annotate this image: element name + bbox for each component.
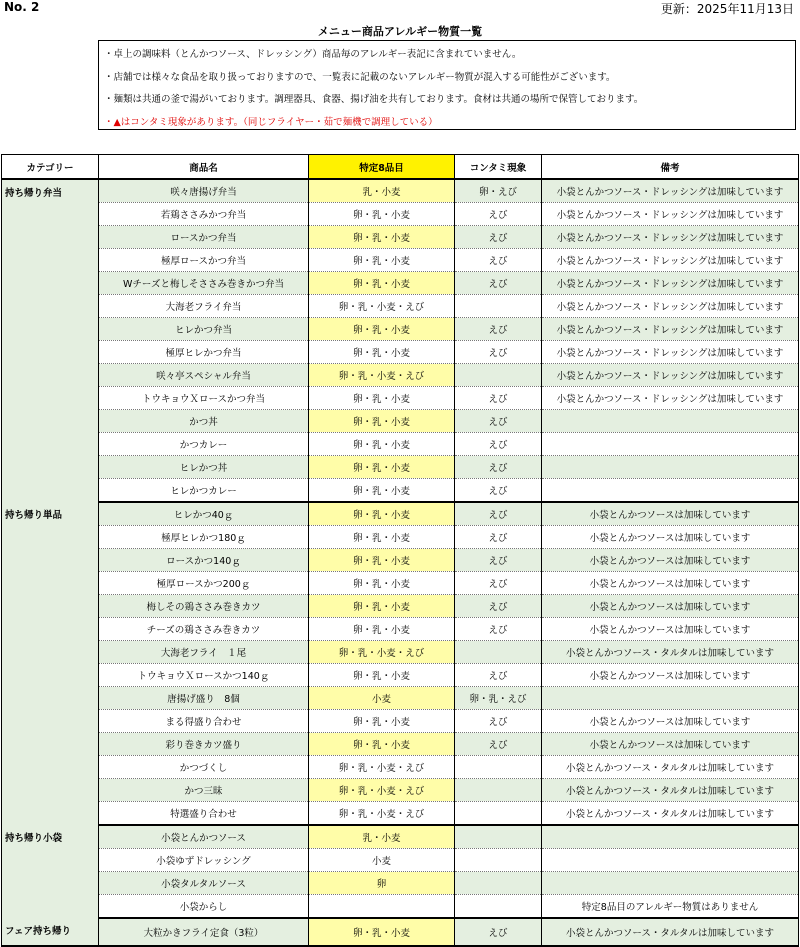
contamination-cell bbox=[455, 364, 542, 387]
contamination-cell bbox=[455, 641, 542, 664]
page-title: メニュー商品アレルギー物質一覧 bbox=[317, 25, 483, 38]
updated-date: 更新：2025年11月13日 bbox=[660, 2, 794, 16]
table-row bbox=[2, 526, 799, 549]
table-row bbox=[2, 641, 799, 664]
remark-cell: 小袋とんかつソース・ドレッシングは加味しています bbox=[542, 203, 799, 226]
product-name-cell: ヒレかつ40ｇ bbox=[99, 502, 309, 526]
contamination-cell: えび bbox=[455, 733, 542, 756]
note-4: ・▲はコンタミ現象があります。（同じフライヤー・茹で麺機で調理している） bbox=[104, 116, 438, 128]
contamination-cell: えび bbox=[455, 456, 542, 479]
product-name-cell: 若鶏ささみかつ弁当 bbox=[99, 203, 309, 226]
allergen-table bbox=[1, 154, 799, 947]
contamination-cell: 卵・乳・えび bbox=[455, 687, 542, 710]
contamination-cell: えび bbox=[455, 433, 542, 456]
allergens-cell: 卵・乳・小麦 bbox=[309, 664, 455, 687]
remark-cell: 小袋とんかつソースは加味しています bbox=[542, 733, 799, 756]
remark-cell bbox=[542, 433, 799, 456]
allergens-cell: 卵・乳・小麦 bbox=[309, 595, 455, 618]
allergens-cell: 卵・乳・小麦 bbox=[309, 341, 455, 364]
product-name-cell: まる得盛り合わせ bbox=[99, 710, 309, 733]
remark-cell: 小袋とんかつソースは加味しています bbox=[542, 710, 799, 733]
remark-cell: 小袋とんかつソースは加味しています bbox=[542, 502, 799, 526]
allergens-cell: 卵・乳・小麦 bbox=[309, 526, 455, 549]
remark-cell: 小袋とんかつソース・ドレッシングは加味しています bbox=[542, 179, 799, 203]
allergens-cell: 卵・乳・小麦 bbox=[309, 918, 455, 946]
table-row bbox=[2, 272, 799, 295]
contamination-cell: えび bbox=[455, 710, 542, 733]
table-row bbox=[2, 433, 799, 456]
table-row bbox=[2, 802, 799, 826]
remark-cell: 小袋とんかつソース・ドレッシングは加味しています bbox=[542, 387, 799, 410]
table-row bbox=[2, 572, 799, 595]
contamination-cell: えび bbox=[455, 502, 542, 526]
table-row bbox=[2, 849, 799, 872]
product-name-cell: かつ丼 bbox=[99, 410, 309, 433]
allergens-cell: 卵・乳・小麦・えび bbox=[309, 756, 455, 779]
table-row bbox=[2, 872, 799, 895]
notes-box bbox=[98, 40, 796, 130]
table-row bbox=[2, 226, 799, 249]
table-row bbox=[2, 664, 799, 687]
category-cell: フェア持ち帰り bbox=[2, 918, 99, 946]
remark-cell: 小袋とんかつソースは加味しています bbox=[542, 595, 799, 618]
allergens-cell: 乳・小麦 bbox=[309, 825, 455, 849]
product-name-cell: トウキョウＸロースかつ140ｇ bbox=[99, 664, 309, 687]
remark-cell bbox=[542, 456, 799, 479]
allergens-cell: 卵・乳・小麦・えび bbox=[309, 641, 455, 664]
allergens-cell: 卵・乳・小麦 bbox=[309, 387, 455, 410]
allergens-cell: 卵・乳・小麦・えび bbox=[309, 802, 455, 826]
remark-cell: 小袋とんかつソース・ドレッシングは加味しています bbox=[542, 226, 799, 249]
table-row bbox=[2, 341, 799, 364]
product-name-cell: 咲々唐揚げ弁当 bbox=[99, 179, 309, 203]
table-body bbox=[2, 179, 799, 946]
table-row bbox=[2, 479, 799, 503]
header-category: カテゴリー bbox=[2, 155, 99, 180]
table-header-row bbox=[2, 155, 799, 180]
remark-cell bbox=[542, 410, 799, 433]
contamination-cell: えび bbox=[455, 318, 542, 341]
remark-cell: 小袋とんかつソース・ドレッシングは加味しています bbox=[542, 341, 799, 364]
allergens-cell: 卵・乳・小麦 bbox=[309, 479, 455, 503]
allergens-cell: 乳・小麦 bbox=[309, 179, 455, 203]
remark-cell bbox=[542, 849, 799, 872]
allergens-cell: 卵・乳・小麦 bbox=[309, 502, 455, 526]
table-row bbox=[2, 549, 799, 572]
header-remarks: 備考 bbox=[542, 155, 799, 180]
allergens-cell: 卵・乳・小麦 bbox=[309, 733, 455, 756]
table-row bbox=[2, 687, 799, 710]
allergens-cell: 卵・乳・小麦 bbox=[309, 226, 455, 249]
page-number: No. 2 bbox=[4, 0, 40, 14]
allergens-cell: 卵・乳・小麦 bbox=[309, 456, 455, 479]
contamination-cell: えび bbox=[455, 387, 542, 410]
table-row bbox=[2, 502, 799, 526]
product-name-cell: 小袋とんかつソース bbox=[99, 825, 309, 849]
allergens-cell: 小麦 bbox=[309, 849, 455, 872]
product-name-cell: 大海老フライ弁当 bbox=[99, 295, 309, 318]
contamination-cell: えび bbox=[455, 526, 542, 549]
allergens-cell: 小麦 bbox=[309, 687, 455, 710]
contamination-cell: えび bbox=[455, 410, 542, 433]
category-cell: 持ち帰り小袋 bbox=[2, 825, 99, 918]
product-name-cell: 極厚ロースかつ200ｇ bbox=[99, 572, 309, 595]
product-name-cell: 極厚ロースかつ弁当 bbox=[99, 249, 309, 272]
contamination-cell: えび bbox=[455, 618, 542, 641]
allergens-cell: 卵・乳・小麦 bbox=[309, 203, 455, 226]
remark-cell: 小袋とんかつソース・ドレッシングは加味しています bbox=[542, 272, 799, 295]
allergens-cell: 卵・乳・小麦・えび bbox=[309, 779, 455, 802]
product-name-cell: 唐揚げ盛り 8個 bbox=[99, 687, 309, 710]
table-row bbox=[2, 410, 799, 433]
contamination-cell: えび bbox=[455, 572, 542, 595]
contamination-cell bbox=[455, 295, 542, 318]
contamination-cell: えび bbox=[455, 479, 542, 503]
allergens-cell: 卵・乳・小麦 bbox=[309, 572, 455, 595]
product-name-cell: チーズの鶏ささみ巻きカツ bbox=[99, 618, 309, 641]
product-name-cell: 極厚ヒレかつ180ｇ bbox=[99, 526, 309, 549]
allergens-cell: 卵・乳・小麦 bbox=[309, 272, 455, 295]
contamination-cell bbox=[455, 825, 542, 849]
header-allergens: 特定8品目 bbox=[309, 155, 455, 180]
contamination-cell: えび bbox=[455, 341, 542, 364]
product-name-cell: かつ三昧 bbox=[99, 779, 309, 802]
remark-cell bbox=[542, 825, 799, 849]
contamination-cell: えび bbox=[455, 272, 542, 295]
product-name-cell: 極厚ヒレかつ弁当 bbox=[99, 341, 309, 364]
product-name-cell: 咲々亭スペシャル弁当 bbox=[99, 364, 309, 387]
contamination-cell: えび bbox=[455, 918, 542, 946]
product-name-cell: ロースかつ140ｇ bbox=[99, 549, 309, 572]
table-row bbox=[2, 456, 799, 479]
product-name-cell: 小袋からし bbox=[99, 895, 309, 919]
product-name-cell: Wチーズと梅しそささみ巻きかつ弁当 bbox=[99, 272, 309, 295]
category-cell: 持ち帰り単品 bbox=[2, 502, 99, 825]
allergens-cell: 卵・乳・小麦 bbox=[309, 618, 455, 641]
contamination-cell bbox=[455, 849, 542, 872]
remark-cell: 小袋とんかつソースは加味しています bbox=[542, 549, 799, 572]
note-1: ・卓上の調味料（とんかつソース、ドレッシング）商品毎のアレルギー表記に含まれていません。 bbox=[104, 49, 522, 60]
contamination-cell bbox=[455, 756, 542, 779]
remark-cell bbox=[542, 687, 799, 710]
remark-cell: 小袋とんかつソースは加味しています bbox=[542, 664, 799, 687]
table-row bbox=[2, 779, 799, 802]
product-name-cell: 特選盛り合わせ bbox=[99, 802, 309, 826]
table-row bbox=[2, 756, 799, 779]
header-product-name: 商品名 bbox=[99, 155, 309, 180]
product-name-cell: 大海老フライ １尾 bbox=[99, 641, 309, 664]
remark-cell: 特定8品目のアレルギー物質はありません bbox=[542, 895, 799, 919]
product-name-cell: かつづくし bbox=[99, 756, 309, 779]
remark-cell bbox=[542, 479, 799, 503]
table-row bbox=[2, 825, 799, 849]
category-cell: 持ち帰り弁当 bbox=[2, 179, 99, 502]
allergens-cell: 卵・乳・小麦 bbox=[309, 318, 455, 341]
table-row bbox=[2, 179, 799, 203]
product-name-cell: かつカレー bbox=[99, 433, 309, 456]
remark-cell: 小袋とんかつソース・ドレッシングは加味しています bbox=[542, 364, 799, 387]
contamination-cell: 卵・えび bbox=[455, 179, 542, 203]
remark-cell: 小袋とんかつソースは加味しています bbox=[542, 572, 799, 595]
remark-cell: 小袋とんかつソース・タルタルは加味しています bbox=[542, 641, 799, 664]
product-name-cell: ロースかつ弁当 bbox=[99, 226, 309, 249]
product-name-cell: 小袋ゆずドレッシング bbox=[99, 849, 309, 872]
remark-cell: 小袋とんかつソースは加味しています bbox=[542, 618, 799, 641]
table-row bbox=[2, 595, 799, 618]
table-row bbox=[2, 249, 799, 272]
table-row bbox=[2, 318, 799, 341]
remark-cell: 小袋とんかつソースは加味しています bbox=[542, 526, 799, 549]
allergens-cell: 卵・乳・小麦 bbox=[309, 710, 455, 733]
product-name-cell: 小袋タルタルソース bbox=[99, 872, 309, 895]
contamination-cell: えび bbox=[455, 203, 542, 226]
note-3: ・麺類は共通の釜で湯がいております。調理器具、食器、揚げ油を共有しております。食材は共通の場所で保管しております。 bbox=[104, 94, 644, 105]
product-name-cell: ヒレかつ丼 bbox=[99, 456, 309, 479]
table-row bbox=[2, 364, 799, 387]
contamination-cell: えび bbox=[455, 226, 542, 249]
allergens-cell: 卵 bbox=[309, 872, 455, 895]
remark-cell: 小袋とんかつソース・タルタルは加味しています bbox=[542, 918, 799, 946]
table-row bbox=[2, 295, 799, 318]
remark-cell: 小袋とんかつソース・ドレッシングは加味しています bbox=[542, 249, 799, 272]
allergens-cell: 卵・乳・小麦 bbox=[309, 433, 455, 456]
allergens-cell: 卵・乳・小麦・えび bbox=[309, 295, 455, 318]
product-name-cell: 大粒かきフライ定食（3粒） bbox=[99, 918, 309, 946]
allergens-cell: 卵・乳・小麦 bbox=[309, 249, 455, 272]
remark-cell: 小袋とんかつソース・タルタルは加味しています bbox=[542, 779, 799, 802]
table-row bbox=[2, 895, 799, 919]
allergens-cell: 卵・乳・小麦 bbox=[309, 410, 455, 433]
product-name-cell: 梅しその鶏ささみ巻きカツ bbox=[99, 595, 309, 618]
contamination-cell: えび bbox=[455, 595, 542, 618]
table-row bbox=[2, 733, 799, 756]
table-row bbox=[2, 918, 799, 946]
allergens-cell: 卵・乳・小麦・えび bbox=[309, 364, 455, 387]
header-contamination: コンタミ現象 bbox=[455, 155, 542, 180]
contamination-cell: えび bbox=[455, 249, 542, 272]
remark-cell: 小袋とんかつソース・ドレッシングは加味しています bbox=[542, 295, 799, 318]
product-name-cell: ヒレかつカレー bbox=[99, 479, 309, 503]
contamination-cell: えび bbox=[455, 549, 542, 572]
contamination-cell bbox=[455, 779, 542, 802]
allergens-cell bbox=[309, 895, 455, 919]
product-name-cell: トウキョウＸロースかつ弁当 bbox=[99, 387, 309, 410]
table-row bbox=[2, 203, 799, 226]
table-row bbox=[2, 387, 799, 410]
remark-cell bbox=[542, 872, 799, 895]
allergens-cell: 卵・乳・小麦 bbox=[309, 549, 455, 572]
note-2: ・店舗では様々な食品を取り扱っておりますので、一覧表に記載のないアレルギー物質が混入する可能性がございます。 bbox=[104, 71, 616, 83]
remark-cell: 小袋とんかつソース・ドレッシングは加味しています bbox=[542, 318, 799, 341]
contamination-cell bbox=[455, 802, 542, 826]
table-row bbox=[2, 618, 799, 641]
remark-cell: 小袋とんかつソース・タルタルは加味しています bbox=[542, 756, 799, 779]
product-name-cell: 彩り巻きカツ盛り bbox=[99, 733, 309, 756]
remark-cell: 小袋とんかつソース・タルタルは加味しています bbox=[542, 802, 799, 826]
product-name-cell: ヒレかつ弁当 bbox=[99, 318, 309, 341]
contamination-cell: えび bbox=[455, 664, 542, 687]
table-row bbox=[2, 710, 799, 733]
contamination-cell bbox=[455, 872, 542, 895]
contamination-cell bbox=[455, 895, 542, 919]
